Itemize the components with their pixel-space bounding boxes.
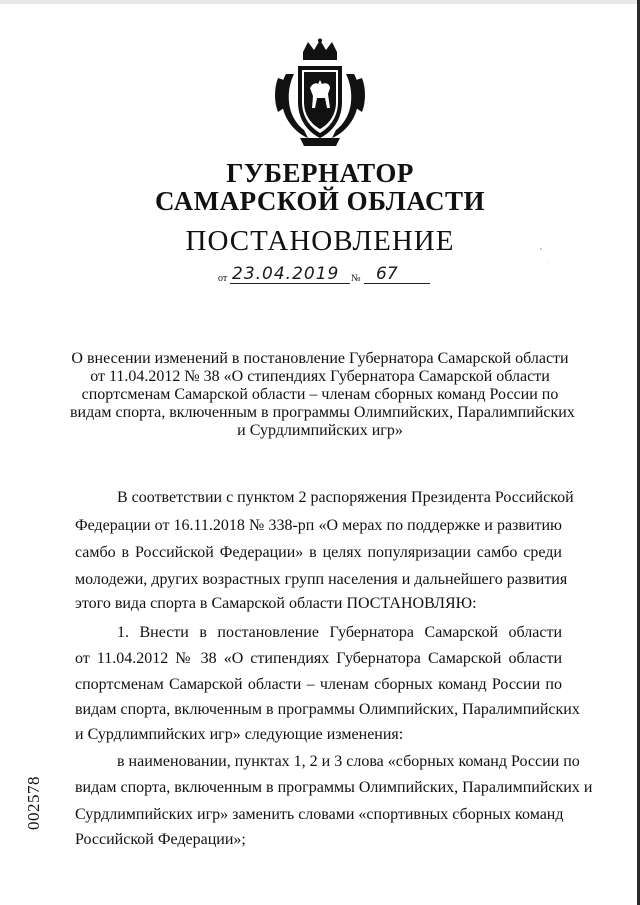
handwritten-date: 23.04.2019 [232,264,340,284]
subject-line: видам спорта, включенным в программы Олимпийских, Паралимпийских [70,404,575,421]
handwritten-number: 67 [376,264,398,284]
body-line: Сурдлимпийских игр» заменить словами «спортивных сборных команд [75,806,564,823]
body-line: 1. Внести в постановление Губернатора Самарской области [117,624,562,641]
subject-line: и Сурдлимпийских игр» [237,422,403,439]
subject-line: спортсменам Самарской области – членам сборных команд России по [81,386,559,403]
governor-title: ГУБЕРНАТОР [226,158,414,188]
document-type: ПОСТАНОВЛЕНИЕ [185,225,455,257]
body-line: в наименовании, пунктах 1, 2 и 3 слова «сборных команд России по [117,753,580,770]
body-line: видам спорта, включенным в программы Олимпийских, Паралимпийских и [75,779,593,796]
body-line: самбо в Российской Федерации» в целях популяризации самбо среди [75,544,562,561]
scan-speck [548,262,549,263]
body-line: и Сурдлимпийских игр» следующие изменения: [75,726,404,743]
body-line: Федерации от 16.11.2018 № 338-рп «О мерах по поддержке и развитию [75,517,562,534]
document-subject [70,350,575,440]
subject-line: от 11.04.2012 № 38 «О стипендиях Губернатора Самарской области [90,368,550,385]
stamp-number: 002578 [24,776,43,830]
body-line: молодежи, других возрастных групп населения и дальнейшего развития [75,571,568,588]
coat-of-arms-samara-icon [270,38,370,150]
number-underline [364,283,430,284]
region-title: САМАРСКОЙ ОБЛАСТИ [154,186,486,216]
body-line: видам спорта, включенным в программы Олимпийских, Паралимпийских [75,701,580,718]
body-line: от 11.04.2012 № 38 «О стипендиях Губернатора Самарской области [75,650,562,667]
body-line: этого вида спорта в Самарской области ПОСТАНОВЛЯЮ: [75,595,477,612]
body-line: В соответствии с пунктом 2 распоряжения Президента Российской [117,489,574,506]
dateline [218,264,430,288]
date-underline [230,283,350,284]
registration-stamp [20,768,48,838]
body-line: спортсменам Самарской области – членам сборных команд России по [75,676,562,693]
number-label: № [351,273,361,284]
scan-top-edge [0,0,640,4]
subject-line: О внесении изменений в постановление Губернатора Самарской области [71,350,569,367]
body-line: Российской Федерации»; [75,831,246,848]
scan-speck [540,248,542,250]
from-label: от [218,273,228,284]
